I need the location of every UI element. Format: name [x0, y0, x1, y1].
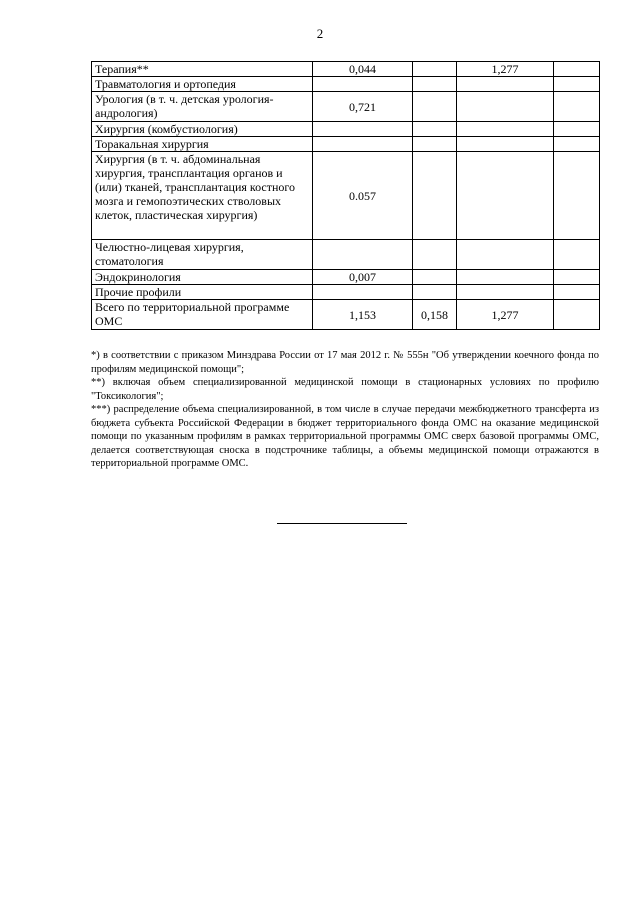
value-cell: 1,277: [457, 300, 554, 330]
value-cell: [413, 285, 457, 300]
value-cell: [554, 240, 600, 270]
table-row-total: [92, 300, 600, 330]
footnote-2: **) включая объем специализированной медицинской помощи в стационарных условиях по профилю "Токсикология";: [91, 377, 599, 402]
profile-cell: Челюстно-лицевая хирургия, стоматология: [92, 240, 313, 270]
table-row: [92, 62, 600, 77]
value-cell: [554, 92, 600, 122]
value-cell: [457, 285, 554, 300]
volume-table: [91, 61, 600, 330]
value-cell: [457, 92, 554, 122]
value-cell: 1,153: [313, 300, 413, 330]
value-cell: 0.057: [313, 152, 413, 240]
value-cell: [554, 137, 600, 152]
value-cell: [413, 92, 457, 122]
value-cell: [457, 270, 554, 285]
value-cell: [313, 77, 413, 92]
profile-cell: Хирургия (в т. ч. абдоминальная хирургия, трансплантация органов и (или) тканей, трансплантация костного мозга и гемопоэтических стволовых клеток, пластическая хирургия): [92, 152, 313, 240]
footnote-3: ***) распределение объема специализированной, в том числе в случае передачи межбюджетного трансферта из бюджета субъекта Российской Федерации в бюджет территориального фонда ОМС на оказание медицинской помощи по указанным профилям в рамках территориальной программы ОМС сверх базовой программы ОМС, делается соответствующая сноска в подстрочнике таблицы, а объемы медицинской помощи отражаются в территориальной программе ОМС.: [91, 404, 599, 469]
value-cell: [554, 285, 600, 300]
value-cell: [457, 77, 554, 92]
table-row: [92, 122, 600, 137]
footnotes: [91, 349, 599, 471]
value-cell: [457, 122, 554, 137]
value-cell: [413, 62, 457, 77]
closing-line: [277, 523, 407, 524]
profile-cell: Всего по территориальной программе ОМС: [92, 300, 313, 330]
profile-cell: Терапия**: [92, 62, 313, 77]
value-cell: 0,007: [313, 270, 413, 285]
value-cell: [457, 152, 554, 240]
value-cell: [413, 240, 457, 270]
value-cell: [554, 122, 600, 137]
profile-cell: Урология (в т. ч. детская урология-андрология): [92, 92, 313, 122]
table-row: [92, 92, 600, 122]
value-cell: [457, 240, 554, 270]
table-row: [92, 240, 600, 270]
value-cell: 0,044: [313, 62, 413, 77]
value-cell: [413, 122, 457, 137]
value-cell: [313, 122, 413, 137]
profile-cell: Торакальная хирургия: [92, 137, 313, 152]
value-cell: 0,721: [313, 92, 413, 122]
profile-cell: Хирургия (комбустиология): [92, 122, 313, 137]
value-cell: [457, 137, 554, 152]
footnote-1: *) в соответствии с приказом Минздрава России от 17 мая 2012 г. № 555н "Об утверждении коечного фонда по профилям медицинской помощи";: [91, 350, 599, 375]
profile-cell: Прочие профили: [92, 285, 313, 300]
value-cell: [413, 137, 457, 152]
table-row: [92, 270, 600, 285]
value-cell: [554, 152, 600, 240]
value-cell: [554, 270, 600, 285]
value-cell: [413, 270, 457, 285]
profile-cell: Эндокринология: [92, 270, 313, 285]
value-cell: 0,158: [413, 300, 457, 330]
table-row: [92, 285, 600, 300]
value-cell: 1,277: [457, 62, 554, 77]
value-cell: [313, 285, 413, 300]
value-cell: [313, 137, 413, 152]
value-cell: [313, 240, 413, 270]
value-cell: [554, 77, 600, 92]
value-cell: [413, 77, 457, 92]
value-cell: [554, 62, 600, 77]
page-number: 2: [316, 26, 324, 41]
table-row: [92, 77, 600, 92]
value-cell: [554, 300, 600, 330]
profile-cell: Травматология и ортопедия: [92, 77, 313, 92]
table-row: [92, 137, 600, 152]
table-row: [92, 152, 600, 240]
value-cell: [413, 152, 457, 240]
